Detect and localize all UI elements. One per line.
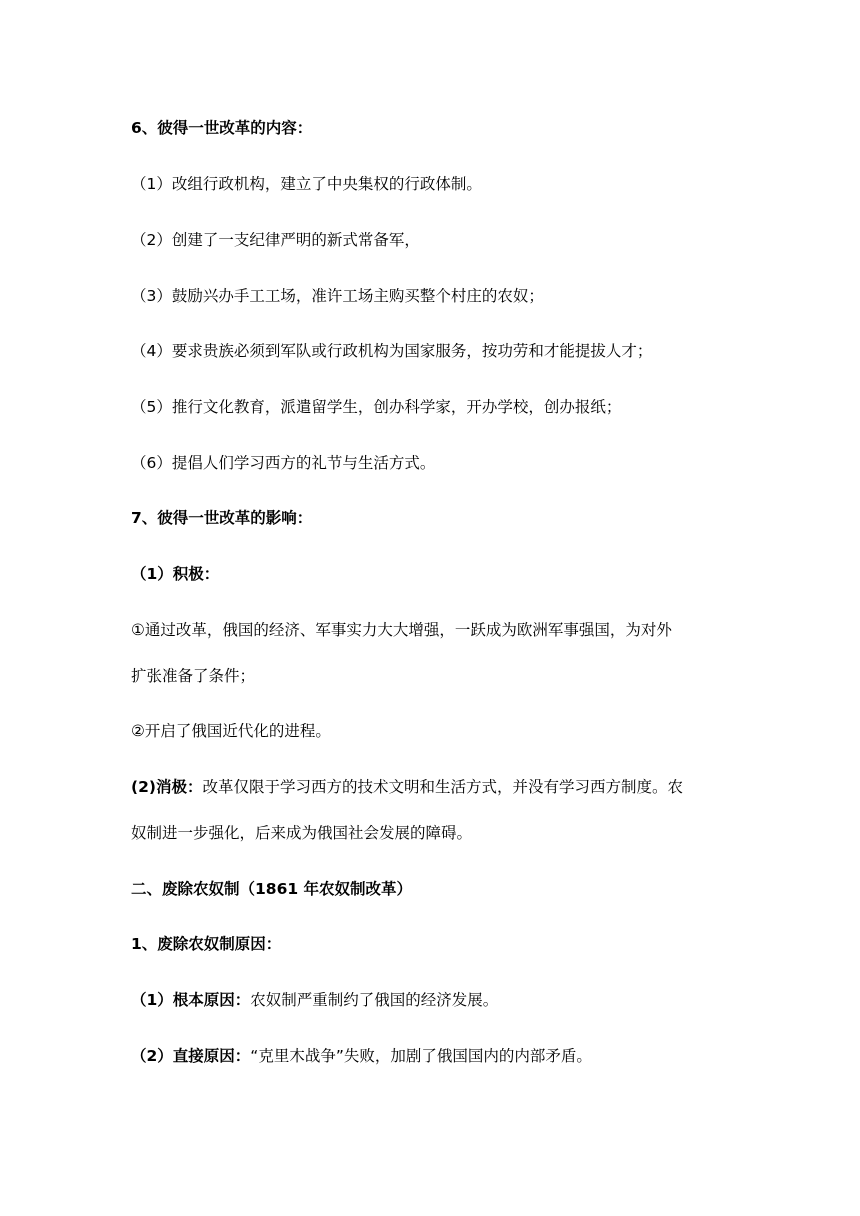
content-item-1: （1）改组行政机构，建立了中央集权的行政体制。 bbox=[131, 175, 482, 193]
positive-point-1-line-2: 扩张准备了条件； bbox=[131, 667, 256, 685]
negative-text-1: 改革仅限于学习西方的技术文明和生活方式，并没有学习西方制度。农 bbox=[202, 778, 683, 796]
content-item-3: （3）鼓励兴办手工工场，准许工场主购买整个村庄的农奴； bbox=[131, 287, 544, 305]
section-7-heading: 7、彼得一世改革的影响： bbox=[131, 509, 313, 527]
direct-cause-text: “克里木战争”失败，加剧了俄国国内的内部矛盾。 bbox=[250, 1047, 592, 1065]
direct-cause-line bbox=[131, 1046, 592, 1066]
positive-point-1-line-1: ①通过改革，俄国的经济、军事实力大大增强，一跃成为欧洲军事强国，为对外 bbox=[131, 621, 672, 639]
root-cause-text: 农奴制严重制约了俄国的经济发展。 bbox=[250, 991, 499, 1009]
content-item-6: （6）提倡人们学习西方的礼节与生活方式。 bbox=[131, 454, 436, 472]
root-cause-label: （1）根本原因： bbox=[131, 991, 251, 1009]
positive-point-2: ②开启了俄国近代化的进程。 bbox=[131, 722, 331, 740]
part-2-heading: 二、废除农奴制（1861 年农奴制改革） bbox=[131, 880, 413, 898]
reason-heading: 1、废除农奴制原因： bbox=[131, 935, 282, 953]
section-6-heading: 6、彼得一世改革的内容： bbox=[131, 119, 313, 137]
negative-paragraph-line-1 bbox=[131, 777, 683, 797]
content-item-2: （2）创建了一支纪律严明的新式常备军， bbox=[131, 231, 420, 249]
negative-label: (2)消极： bbox=[131, 778, 203, 796]
content-item-4: （4）要求贵族必须到军队或行政机构为国家服务，按功劳和才能提拔人才； bbox=[131, 342, 653, 360]
direct-cause-label: （2）直接原因： bbox=[131, 1047, 251, 1065]
negative-paragraph-line-2: 奴制进一步强化，后来成为俄国社会发展的障碍。 bbox=[131, 824, 473, 842]
root-cause-line bbox=[131, 990, 498, 1010]
content-item-5: （5）推行文化教育，派遣留学生，创办科学家，开办学校，创办报纸； bbox=[131, 398, 622, 416]
positive-heading: （1）积极： bbox=[131, 565, 220, 583]
